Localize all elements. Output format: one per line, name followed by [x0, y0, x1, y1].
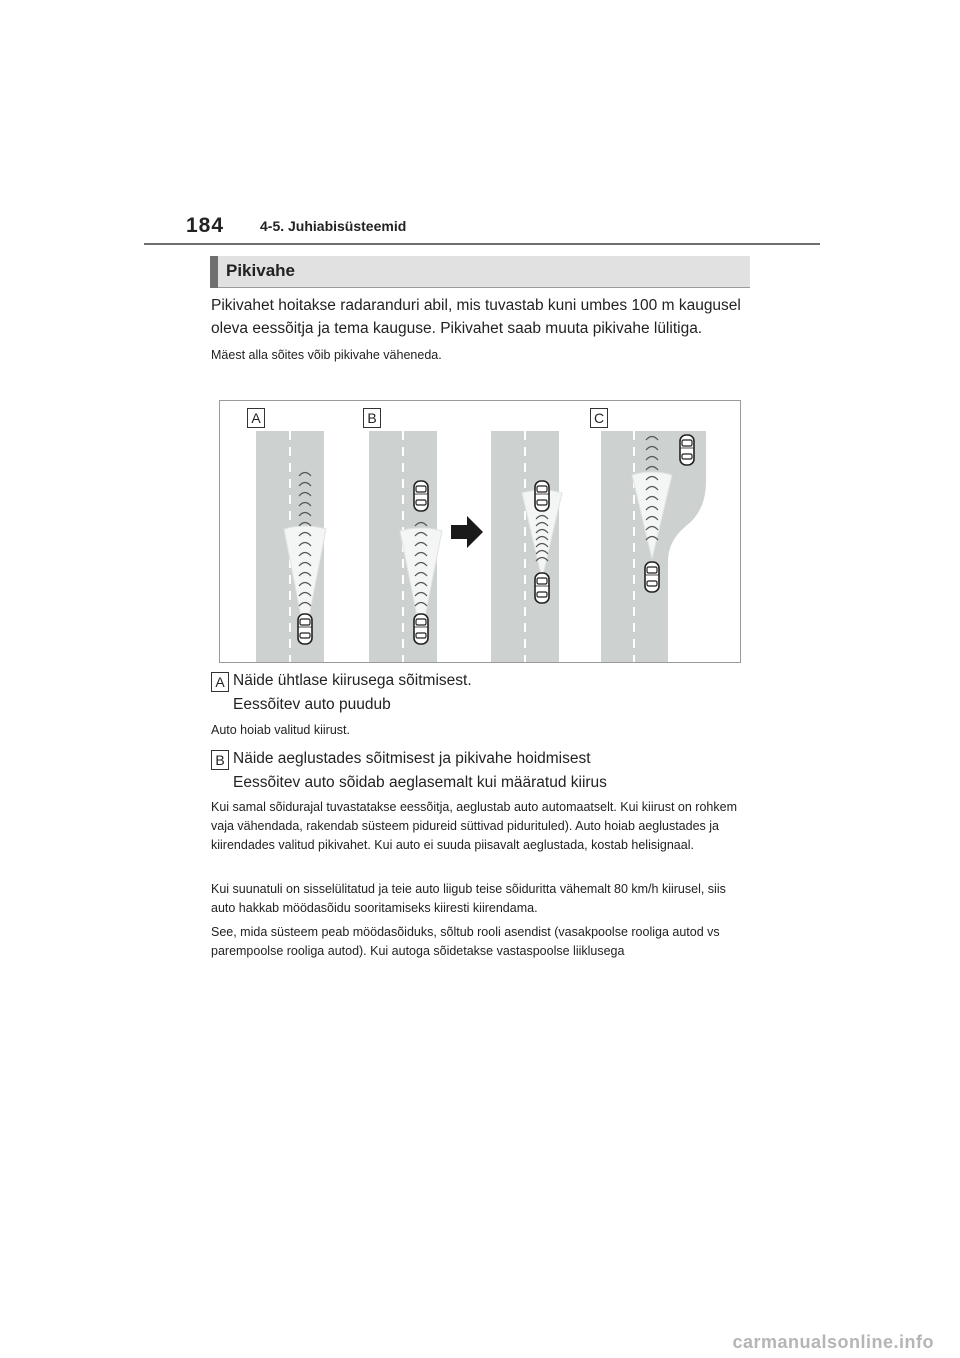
section-heading: Pikivahe: [226, 261, 295, 280]
section-title: 4-5. Juhiabisüsteemid: [260, 218, 407, 234]
lead-car-b: [414, 481, 428, 511]
lead-car-b2: [535, 481, 549, 511]
adjacent-car-c: [680, 435, 694, 465]
watermark: carmanualsonline.info: [732, 1332, 934, 1352]
figure-label-c: C: [590, 408, 608, 428]
figure-label-b: B: [363, 408, 381, 428]
item-b-paragraph-1: Kui samal sõidurajal tuvastatakse eessõitja, aeglustab auto automaatselt. Kui kiirust on rohkem vaja vähendada, rakendab süsteem pidureid süttivad pidurituled). Auto hoiab aeglustades ja kiirendades valitud pikivahet. Kui auto ei suuda piisavalt aeglustada, kostab helisignaal.: [211, 800, 737, 852]
item-b-subtitle: Eessõitev auto sõidab aeglasemalt kui määratud kiirus: [233, 774, 607, 791]
own-car-a: [298, 614, 312, 644]
item-label-a: A: [211, 672, 229, 692]
item-b-paragraph-2: Kui suunatuli on sisselülitatud ja teie auto liigub teise sõiduritta vähemalt 80 km/h kiirusel, siis auto hakkab möödasõidu sooritamiseks kiiresti kiirendama.: [211, 882, 726, 915]
adaptive-cruise-figure: [219, 400, 741, 663]
page-number: 184: [186, 214, 225, 237]
header-rule: [144, 243, 820, 245]
item-label-b: B: [211, 750, 229, 770]
heading-accent-bar: [210, 256, 218, 288]
item-b-paragraph-3: See, mida süsteem peab möödasõiduks, sõltub rooli asendist (vasakpoolse rooliga autod vs parempoolse rooliga autod). Kui autoga sõidetakse vastaspoolse liiklusega: [211, 925, 720, 958]
transition-arrow: [451, 516, 483, 548]
item-b-title: Näide aeglustades sõitmisest ja pikivahe hoidmisest: [233, 750, 591, 767]
intro-note: Mäest alla sõites võib pikivahe väheneda.: [211, 348, 442, 362]
own-car-b2: [535, 573, 549, 603]
intro-paragraph: Pikivahet hoitakse radaranduri abil, mis tuvastab kuni umbes 100 m kaugusel oleva eessõitja ja tema kauguse. Pikivahet saab muuta pikivahe lülitiga.: [211, 297, 741, 337]
own-car-c: [645, 562, 659, 592]
item-a-paragraph: Auto hoiab valitud kiirust.: [211, 723, 350, 737]
intro-block: [211, 294, 751, 365]
item-a-subtitle: Eessõitev auto puudub: [233, 696, 391, 713]
figure-label-a: A: [247, 408, 265, 428]
figure-illustration: [220, 401, 740, 662]
item-a-title: Näide ühtlase kiirusega sõitmisest.: [233, 672, 472, 689]
own-car-b: [414, 614, 428, 644]
